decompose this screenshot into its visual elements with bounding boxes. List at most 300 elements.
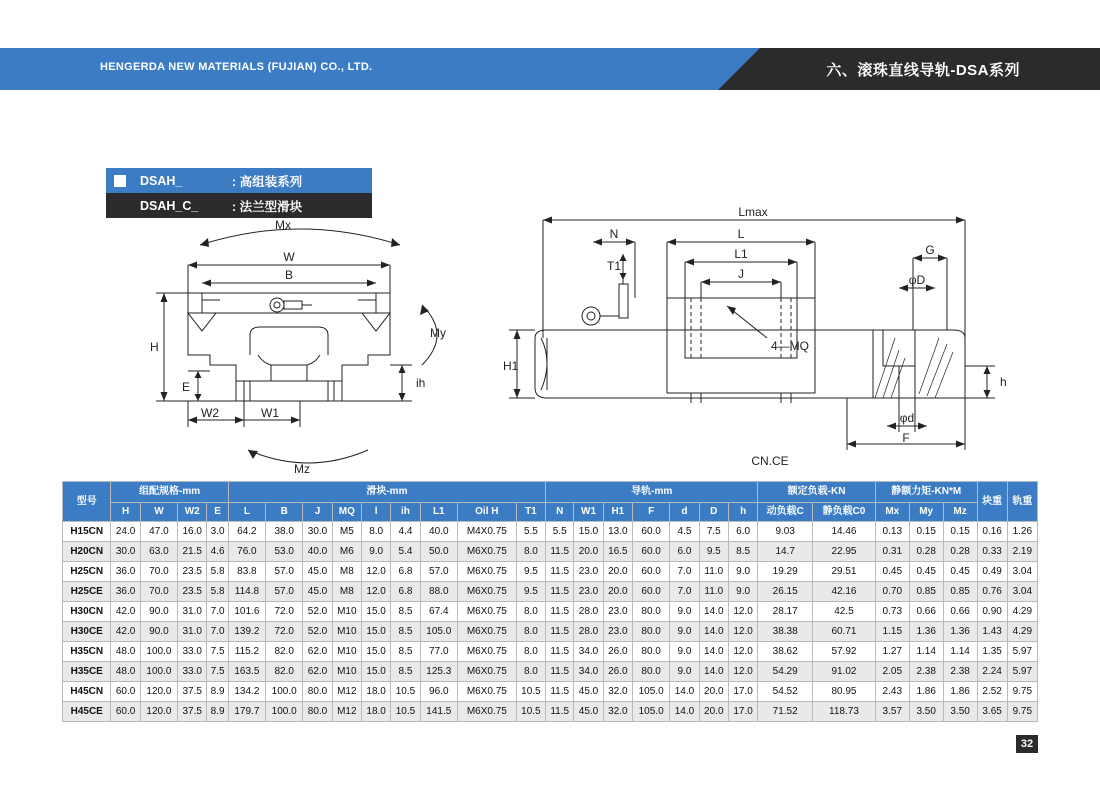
cell-H1: 20.0 [603, 582, 632, 602]
cell-h: 8.5 [728, 542, 757, 562]
cell-静负载C0: 29.51 [813, 562, 876, 582]
col-dynamic-load: 动负载C [758, 503, 813, 522]
cell-MQ: M10 [332, 642, 361, 662]
cell-W1: 28.0 [574, 622, 603, 642]
cell-T1: 8.0 [516, 662, 545, 682]
cell-Kg/M: 5.97 [1007, 662, 1037, 682]
cell-动负载C: 71.52 [758, 702, 813, 722]
cell-model: H15CN [63, 522, 111, 542]
svg-text:H1: H1 [503, 359, 519, 373]
cell-Mz: 0.66 [943, 602, 977, 622]
cell-ih: 10.5 [391, 702, 420, 722]
cell-l: 9.0 [361, 542, 390, 562]
cell-动负载C: 19.29 [758, 562, 813, 582]
cell-F: 60.0 [633, 582, 670, 602]
cell-T1: 8.0 [516, 602, 545, 622]
col-E: E [207, 503, 228, 522]
cell-动负载C: 14.7 [758, 542, 813, 562]
cell-l: 12.0 [361, 562, 390, 582]
cell-B: 57.0 [266, 562, 303, 582]
col-L1: L1 [420, 503, 457, 522]
cell-d: 9.0 [670, 642, 699, 662]
cell-L1: 96.0 [420, 682, 457, 702]
cell-W2: 37.5 [178, 682, 207, 702]
cell-L: 163.5 [228, 662, 265, 682]
cell-model: H30CE [63, 622, 111, 642]
cell-Kg/M: 9.75 [1007, 702, 1037, 722]
table-head [63, 482, 1038, 522]
cell-F: 80.0 [633, 602, 670, 622]
cell-Mx: 0.70 [875, 582, 909, 602]
table-row [63, 542, 1038, 562]
cell-W1: 45.0 [574, 702, 603, 722]
cell-W1: 20.0 [574, 542, 603, 562]
cell-D: 14.0 [699, 662, 728, 682]
cell-H: 36.0 [111, 582, 140, 602]
cell-W1: 23.0 [574, 562, 603, 582]
cell-B: 72.0 [266, 602, 303, 622]
cell-l: 15.0 [361, 642, 390, 662]
cell-H: 42.0 [111, 622, 140, 642]
col-group-model: 型号 [63, 482, 111, 522]
col-oil-h: Oil H [457, 503, 516, 522]
cell-T1: 5.5 [516, 522, 545, 542]
svg-text:L: L [737, 227, 745, 241]
cell-MQ: M10 [332, 662, 361, 682]
cell-W1: 28.0 [574, 602, 603, 622]
cell-N: 11.5 [546, 602, 574, 622]
cell-F: 105.0 [633, 702, 670, 722]
col-H: H [111, 503, 140, 522]
table-row [63, 662, 1038, 682]
svg-text:h: h [1000, 375, 1007, 389]
cell-动负载C: 9.03 [758, 522, 813, 542]
cell-W2: 31.0 [178, 622, 207, 642]
cell-Oil H: M6X0.75 [457, 682, 516, 702]
cell-动负载C: 38.38 [758, 622, 813, 642]
cell-E: 7.0 [207, 622, 228, 642]
cell-d: 7.0 [670, 562, 699, 582]
cell-Kg: 1.35 [977, 642, 1007, 662]
cell-l: 18.0 [361, 702, 390, 722]
cell-D: 14.0 [699, 622, 728, 642]
table-row [63, 522, 1038, 542]
cell-J: 62.0 [303, 642, 332, 662]
cell-W: 90.0 [140, 622, 177, 642]
cell-Mz: 0.85 [943, 582, 977, 602]
cell-L: 134.2 [228, 682, 265, 702]
cell-J: 52.0 [303, 622, 332, 642]
cell-l: 8.0 [361, 522, 390, 542]
svg-text:F: F [902, 431, 910, 445]
cell-H: 42.0 [111, 602, 140, 622]
cell-W2: 23.5 [178, 582, 207, 602]
cell-ih: 8.5 [391, 622, 420, 642]
cell-L1: 77.0 [420, 642, 457, 662]
cell-Mz: 1.36 [943, 622, 977, 642]
cell-Mx: 2.43 [875, 682, 909, 702]
cell-Mz: 1.86 [943, 682, 977, 702]
cell-Kg: 0.16 [977, 522, 1007, 542]
cell-Mz: 0.28 [943, 542, 977, 562]
cell-W: 63.0 [140, 542, 177, 562]
table-row [63, 682, 1038, 702]
cell-Oil H: M6X0.75 [457, 582, 516, 602]
cell-d: 14.0 [670, 702, 699, 722]
cell-Oil H: M4X0.75 [457, 522, 516, 542]
cell-动负载C: 54.29 [758, 662, 813, 682]
cell-model: H20CN [63, 542, 111, 562]
legend-code: DSAH_ [140, 173, 183, 188]
cell-Kg/M: 9.75 [1007, 682, 1037, 702]
cell-Oil H: M6X0.75 [457, 562, 516, 582]
svg-text:W2: W2 [201, 406, 219, 420]
cell-H1: 23.0 [603, 622, 632, 642]
cell-T1: 10.5 [516, 682, 545, 702]
cell-D: 14.0 [699, 642, 728, 662]
cell-Mz: 0.15 [943, 522, 977, 542]
cell-ih: 6.8 [391, 582, 420, 602]
cell-静负载C0: 118.73 [813, 702, 876, 722]
cell-F: 60.0 [633, 522, 670, 542]
cell-ih: 8.5 [391, 642, 420, 662]
col-group-static-moment: 静额力矩-KN*M [875, 482, 977, 503]
cell-W2: 33.0 [178, 642, 207, 662]
cell-MQ: M5 [332, 522, 361, 542]
cell-Mz: 1.14 [943, 642, 977, 662]
cell-model: H45CE [63, 702, 111, 722]
table-row [63, 602, 1038, 622]
cell-B: 100.0 [266, 682, 303, 702]
cell-Kg: 0.33 [977, 542, 1007, 562]
cell-B: 57.0 [266, 582, 303, 602]
svg-text:My: My [430, 326, 446, 340]
cell-W1: 45.0 [574, 682, 603, 702]
cell-MQ: M10 [332, 602, 361, 622]
cell-J: 80.0 [303, 702, 332, 722]
cell-H1: 23.0 [603, 602, 632, 622]
col-group-block: 滑块-mm [228, 482, 545, 503]
cell-E: 5.8 [207, 582, 228, 602]
cell-Oil H: M6X0.75 [457, 542, 516, 562]
cell-Oil H: M6X0.75 [457, 662, 516, 682]
cell-My: 0.28 [909, 542, 943, 562]
cell-静负载C0: 42.5 [813, 602, 876, 622]
cell-H1: 26.0 [603, 642, 632, 662]
cell-Oil H: M6X0.75 [457, 642, 516, 662]
svg-text:φD: φD [908, 273, 926, 287]
cell-N: 11.5 [546, 702, 574, 722]
cell-MQ: M8 [332, 562, 361, 582]
cell-Oil H: M6X0.75 [457, 602, 516, 622]
table-row [63, 562, 1038, 582]
cell-My: 0.45 [909, 562, 943, 582]
cell-J: 80.0 [303, 682, 332, 702]
col-D: D [699, 503, 728, 522]
cell-静负载C0: 60.71 [813, 622, 876, 642]
cell-Mx: 3.57 [875, 702, 909, 722]
cell-J: 45.0 [303, 562, 332, 582]
svg-text:Lmax: Lmax [738, 205, 768, 219]
cell-L1: 88.0 [420, 582, 457, 602]
svg-text:G: G [925, 243, 935, 257]
cell-model: H30CN [63, 602, 111, 622]
col-group-rail-weight: 轨重 [1007, 482, 1037, 522]
cell-Kg/M: 4.29 [1007, 622, 1037, 642]
front-view-drawing [140, 205, 470, 475]
cell-F: 60.0 [633, 562, 670, 582]
svg-text:J: J [738, 267, 744, 281]
col-Mx: Mx [875, 503, 909, 522]
cell-Mz: 2.38 [943, 662, 977, 682]
col-N: N [546, 503, 574, 522]
col-group-assembly: 组配规格-mm [111, 482, 228, 503]
cell-L1: 40.0 [420, 522, 457, 542]
col-L: L [228, 503, 265, 522]
cell-N: 11.5 [546, 622, 574, 642]
cell-D: 20.0 [699, 682, 728, 702]
cell-H: 30.0 [111, 542, 140, 562]
cell-h: 12.0 [728, 642, 757, 662]
svg-text:E: E [182, 380, 191, 394]
table-row [63, 642, 1038, 662]
col-ih: ih [391, 503, 420, 522]
cell-F: 60.0 [633, 542, 670, 562]
cell-N: 11.5 [546, 582, 574, 602]
cell-Kg: 3.65 [977, 702, 1007, 722]
cell-h: 6.0 [728, 522, 757, 542]
cell-W1: 15.0 [574, 522, 603, 542]
table-row [63, 622, 1038, 642]
cell-ih: 10.5 [391, 682, 420, 702]
cell-W2: 33.0 [178, 662, 207, 682]
cell-W: 90.0 [140, 602, 177, 622]
cell-My: 0.15 [909, 522, 943, 542]
cell-model: H25CE [63, 582, 111, 602]
cell-ih: 4.4 [391, 522, 420, 542]
cell-MQ: M8 [332, 582, 361, 602]
cell-W: 47.0 [140, 522, 177, 542]
cell-My: 0.66 [909, 602, 943, 622]
cell-ih: 8.5 [391, 602, 420, 622]
cell-l: 15.0 [361, 622, 390, 642]
cell-W2: 21.5 [178, 542, 207, 562]
cell-Mz: 3.50 [943, 702, 977, 722]
cell-Mx: 1.27 [875, 642, 909, 662]
col-h: h [728, 503, 757, 522]
cell-B: 82.0 [266, 642, 303, 662]
cell-E: 4.6 [207, 542, 228, 562]
col-d: d [670, 503, 699, 522]
col-l: l [361, 503, 390, 522]
cell-F: 80.0 [633, 622, 670, 642]
cell-model: H25CN [63, 562, 111, 582]
cell-W2: 16.0 [178, 522, 207, 542]
cell-动负载C: 26.15 [758, 582, 813, 602]
cell-H1: 20.0 [603, 562, 632, 582]
cell-H1: 32.0 [603, 702, 632, 722]
col-group-block-weight: 块重 [977, 482, 1007, 522]
cell-Oil H: M6X0.75 [457, 622, 516, 642]
cell-L: 76.0 [228, 542, 265, 562]
page-header [0, 48, 1100, 90]
cell-T1: 9.5 [516, 562, 545, 582]
cell-Oil H: M6X0.75 [457, 702, 516, 722]
cell-Kg: 0.90 [977, 602, 1007, 622]
cell-T1: 10.5 [516, 702, 545, 722]
cell-Kg/M: 5.97 [1007, 642, 1037, 662]
svg-text:N: N [609, 227, 619, 241]
legend-desc: : 法兰型滑块 [232, 199, 303, 214]
cell-l: 15.0 [361, 662, 390, 682]
cell-Mz: 0.45 [943, 562, 977, 582]
cell-L: 83.8 [228, 562, 265, 582]
cell-Mx: 0.13 [875, 522, 909, 542]
cell-T1: 9.5 [516, 582, 545, 602]
cell-h: 9.0 [728, 582, 757, 602]
cell-ih: 6.8 [391, 562, 420, 582]
cell-W1: 34.0 [574, 642, 603, 662]
cell-W1: 34.0 [574, 662, 603, 682]
cell-d: 9.0 [670, 602, 699, 622]
cell-动负载C: 38.62 [758, 642, 813, 662]
company-name: HENGERDA NEW MATERIALS (FUJIAN) CO., LTD. [100, 61, 373, 73]
cell-Kg/M: 1.26 [1007, 522, 1037, 542]
svg-text:Mx: Mx [275, 218, 291, 232]
side-view-drawing [495, 198, 1015, 473]
cell-T1: 8.0 [516, 622, 545, 642]
cell-L1: 50.0 [420, 542, 457, 562]
cell-E: 7.0 [207, 602, 228, 622]
cell-d: 9.0 [670, 662, 699, 682]
cell-L1: 105.0 [420, 622, 457, 642]
cell-L: 64.2 [228, 522, 265, 542]
cell-F: 80.0 [633, 662, 670, 682]
col-T1: T1 [516, 503, 545, 522]
cell-H: 60.0 [111, 682, 140, 702]
cell-l: 18.0 [361, 682, 390, 702]
cell-W1: 23.0 [574, 582, 603, 602]
cell-Mx: 0.31 [875, 542, 909, 562]
col-H1: H1 [603, 503, 632, 522]
cell-l: 15.0 [361, 602, 390, 622]
col-W2: W2 [178, 503, 207, 522]
square-marker-icon [114, 175, 126, 187]
cell-E: 7.5 [207, 662, 228, 682]
cell-T1: 8.0 [516, 542, 545, 562]
cell-L1: 125.3 [420, 662, 457, 682]
cell-MQ: M12 [332, 682, 361, 702]
cell-B: 53.0 [266, 542, 303, 562]
cell-Kg/M: 3.04 [1007, 562, 1037, 582]
cell-动负载C: 54.52 [758, 682, 813, 702]
col-group-rail: 导轨-mm [546, 482, 758, 503]
cell-F: 80.0 [633, 642, 670, 662]
cell-MQ: M6 [332, 542, 361, 562]
cell-D: 11.0 [699, 582, 728, 602]
svg-text:L1: L1 [734, 247, 748, 261]
cell-W2: 37.5 [178, 702, 207, 722]
cell-W: 70.0 [140, 562, 177, 582]
cell-L1: 57.0 [420, 562, 457, 582]
cell-H: 48.0 [111, 662, 140, 682]
cell-E: 7.5 [207, 642, 228, 662]
col-static-load: 静负载C0 [813, 503, 876, 522]
cell-My: 0.85 [909, 582, 943, 602]
page-number: 32 [1016, 735, 1038, 753]
cell-Kg/M: 2.19 [1007, 542, 1037, 562]
cell-E: 5.8 [207, 562, 228, 582]
cell-D: 7.5 [699, 522, 728, 542]
cell-J: 40.0 [303, 542, 332, 562]
cell-D: 9.5 [699, 542, 728, 562]
cell-Kg/M: 4.29 [1007, 602, 1037, 622]
cell-L: 114.8 [228, 582, 265, 602]
cell-H: 48.0 [111, 642, 140, 662]
cell-d: 14.0 [670, 682, 699, 702]
cell-W: 120.0 [140, 682, 177, 702]
cell-Kg: 0.76 [977, 582, 1007, 602]
svg-text:4—MQ: 4—MQ [771, 339, 810, 353]
table-group-header-row [63, 482, 1038, 503]
col-W: W [140, 503, 177, 522]
cell-h: 12.0 [728, 602, 757, 622]
svg-text:W: W [283, 250, 295, 264]
cell-J: 52.0 [303, 602, 332, 622]
table-row [63, 702, 1038, 722]
specification-table [62, 481, 1038, 722]
col-MQ: MQ [332, 503, 361, 522]
cell-N: 11.5 [546, 642, 574, 662]
cell-J: 30.0 [303, 522, 332, 542]
cell-ih: 8.5 [391, 662, 420, 682]
cell-W: 100.0 [140, 642, 177, 662]
cell-B: 100.0 [266, 702, 303, 722]
cell-Mx: 2.05 [875, 662, 909, 682]
cell-l: 12.0 [361, 582, 390, 602]
col-My: My [909, 503, 943, 522]
legend-row-dsah [106, 168, 372, 193]
cell-E: 3.0 [207, 522, 228, 542]
cell-H1: 16.5 [603, 542, 632, 562]
cell-My: 3.50 [909, 702, 943, 722]
cell-静负载C0: 80.95 [813, 682, 876, 702]
cell-model: H35CE [63, 662, 111, 682]
cell-W: 120.0 [140, 702, 177, 722]
svg-text:H: H [150, 340, 159, 354]
col-J: J [303, 503, 332, 522]
cell-W: 70.0 [140, 582, 177, 602]
cell-h: 9.0 [728, 562, 757, 582]
cell-E: 8.9 [207, 702, 228, 722]
cell-D: 11.0 [699, 562, 728, 582]
cell-My: 2.38 [909, 662, 943, 682]
cell-Kg: 0.49 [977, 562, 1007, 582]
cell-Kg/M: 3.04 [1007, 582, 1037, 602]
cell-动负载C: 28.17 [758, 602, 813, 622]
cell-L: 101.6 [228, 602, 265, 622]
section-title: 六、滚珠直线导轨-DSA系列 [826, 62, 1020, 79]
cell-Kg: 2.52 [977, 682, 1007, 702]
cell-J: 62.0 [303, 662, 332, 682]
cell-W2: 31.0 [178, 602, 207, 622]
cell-h: 17.0 [728, 682, 757, 702]
cell-H: 60.0 [111, 702, 140, 722]
table-body [63, 522, 1038, 722]
col-F: F [633, 503, 670, 522]
cell-My: 1.86 [909, 682, 943, 702]
cell-MQ: M12 [332, 702, 361, 722]
